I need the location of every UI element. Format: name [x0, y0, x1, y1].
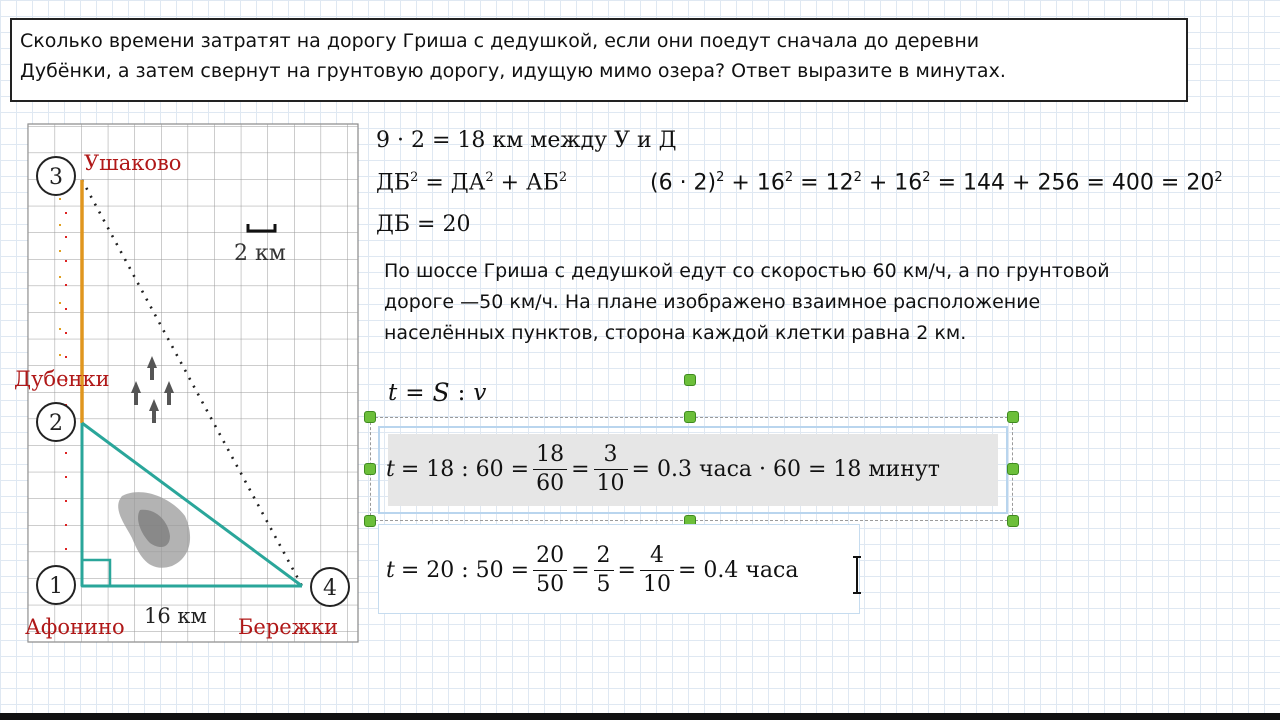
- label-dubenki: Дубенки: [14, 367, 110, 391]
- calc-eq-b: =: [937, 170, 957, 196]
- f2-frac-1-den: 50: [533, 570, 567, 599]
- pyth-sq-2: 2: [485, 170, 494, 185]
- f2-frac-1: [533, 542, 567, 599]
- label-ushakovo: Ушаково: [84, 151, 182, 175]
- pyth-ab: АБ: [526, 170, 559, 196]
- calc-16b: 16: [894, 170, 923, 196]
- calc-sq-d: 2: [922, 170, 931, 185]
- node-1: [37, 566, 75, 604]
- map-figure: [0, 118, 365, 648]
- resize-handle-tl[interactable]: [364, 411, 376, 423]
- fg-S: S: [432, 378, 450, 407]
- pyth-plus: +: [500, 170, 520, 196]
- f2-frac-3-num: 4: [649, 542, 664, 568]
- calc-12: 12: [825, 170, 854, 196]
- label-afonino: Афонино: [25, 615, 125, 639]
- problem-statement: [384, 256, 1244, 349]
- fg-eq: =: [405, 379, 425, 406]
- pyth-db: ДБ: [376, 170, 411, 196]
- f2-frac-3-den: 10: [640, 570, 674, 599]
- calc-256: 256: [1037, 170, 1080, 196]
- calculation-line: [650, 170, 1223, 195]
- calc-144: 144: [963, 170, 1006, 196]
- f2-frac-2-num: 2: [596, 542, 611, 568]
- question-line-2: Дубёнки, а затем свернут на грунтовую дорогу, идущую мимо озера? Ответ выразите в минутах.: [20, 60, 1006, 82]
- node-4-label: 4: [323, 576, 337, 601]
- calc-sq-a: 2: [716, 170, 725, 185]
- bottom-bar: [0, 713, 1280, 720]
- resize-handle-tm[interactable]: [684, 411, 696, 423]
- problem-line-1: По шоссе Гриша с дедушкой едут со скоростью 60 км/ч, а по грунтовой: [384, 260, 1110, 282]
- calc-part1: (6 · 2): [650, 170, 717, 196]
- f1-frac-1-num: 18: [536, 441, 565, 467]
- calc-plus-c: +: [1012, 170, 1031, 196]
- calc-eq-d: =: [1160, 170, 1180, 196]
- f1-frac-2-den: 10: [594, 469, 628, 498]
- calc-sq-b: 2: [784, 170, 794, 185]
- f1-rest: = 0.3 часа · 60 = 18 минут: [631, 456, 940, 482]
- f2-eq-1: =: [571, 557, 590, 583]
- calc-plus-a: +: [731, 170, 750, 196]
- calc-400: 400: [1111, 170, 1154, 196]
- question-box: [10, 18, 1188, 102]
- resize-handle-tr[interactable]: [1007, 411, 1019, 423]
- pyth-eq: =: [425, 170, 444, 196]
- f2-frac-2-den: 5: [594, 570, 614, 599]
- formula-2[interactable]: [386, 534, 798, 606]
- scale-label: 2 км: [234, 241, 286, 266]
- node-3-label: 3: [49, 165, 63, 190]
- calc-sq-c: 2: [853, 170, 862, 185]
- calc-plus-b: +: [868, 170, 888, 196]
- node-3: [37, 157, 75, 195]
- fg-v: v: [473, 379, 487, 406]
- rotate-handle[interactable]: [684, 374, 696, 386]
- distance-label: 16 км: [144, 604, 207, 628]
- calc-eq-c: =: [1086, 170, 1105, 196]
- f2-frac-2: [594, 542, 614, 599]
- f2-rest: = 0.4 часа: [677, 557, 799, 583]
- resize-handle-br[interactable]: [1007, 515, 1019, 527]
- f1-frac-1-den: 60: [533, 469, 567, 498]
- pyth-sq-3: 2: [558, 170, 568, 185]
- f2-eq-2: =: [617, 557, 636, 583]
- node-2-label: 2: [49, 411, 63, 436]
- pyth-da: ДА: [450, 170, 486, 196]
- calc-16: 16: [756, 170, 785, 196]
- node-4: [311, 568, 349, 606]
- resize-handle-ml[interactable]: [364, 463, 376, 475]
- calc-eq-a: =: [800, 170, 819, 196]
- f1-lhs: = 18 : 60 =: [400, 456, 530, 482]
- fg-t: t: [388, 379, 398, 406]
- formula-general[interactable]: [388, 378, 486, 407]
- f2-t: t: [386, 557, 395, 583]
- pythagoras-line: [376, 170, 567, 195]
- f2-frac-1-num: 20: [536, 542, 565, 568]
- label-berezhki: Бережки: [238, 615, 339, 639]
- problem-line-2: дороге —50 км/ч. На плане изображено взаимное расположение: [384, 291, 1041, 313]
- calc-20: 20: [1186, 170, 1215, 196]
- node-1-label: 1: [49, 574, 63, 599]
- f1-t: t: [386, 456, 395, 482]
- solution-result: [376, 212, 470, 237]
- question-line-1: Сколько времени затратят на дорогу Гриша с дедушкой, если они поедут сначала до деревни: [20, 30, 980, 52]
- pyth-sq-1: 2: [410, 170, 419, 185]
- node-2: [37, 403, 75, 441]
- solution-line-1: [376, 128, 677, 153]
- fg-colon: :: [457, 379, 466, 406]
- f1-frac-2-num: 3: [603, 441, 618, 467]
- f2-lhs: = 20 : 50 =: [400, 557, 530, 583]
- solution-line-1-text: 9 · 2 = 18 км между У и Д: [376, 128, 677, 153]
- problem-line-3: населённых пунктов, сторона каждой клетки равна 2 км.: [384, 322, 967, 344]
- result-text: ДБ = 20: [376, 212, 471, 237]
- f1-eq: =: [571, 456, 590, 482]
- resize-handle-mr[interactable]: [1007, 463, 1019, 475]
- resize-handle-bl[interactable]: [364, 515, 376, 527]
- text-cursor-icon: [852, 556, 862, 594]
- selection-frame: [370, 417, 1013, 521]
- f2-frac-3: [640, 542, 674, 599]
- calc-sq-e: 2: [1214, 170, 1223, 185]
